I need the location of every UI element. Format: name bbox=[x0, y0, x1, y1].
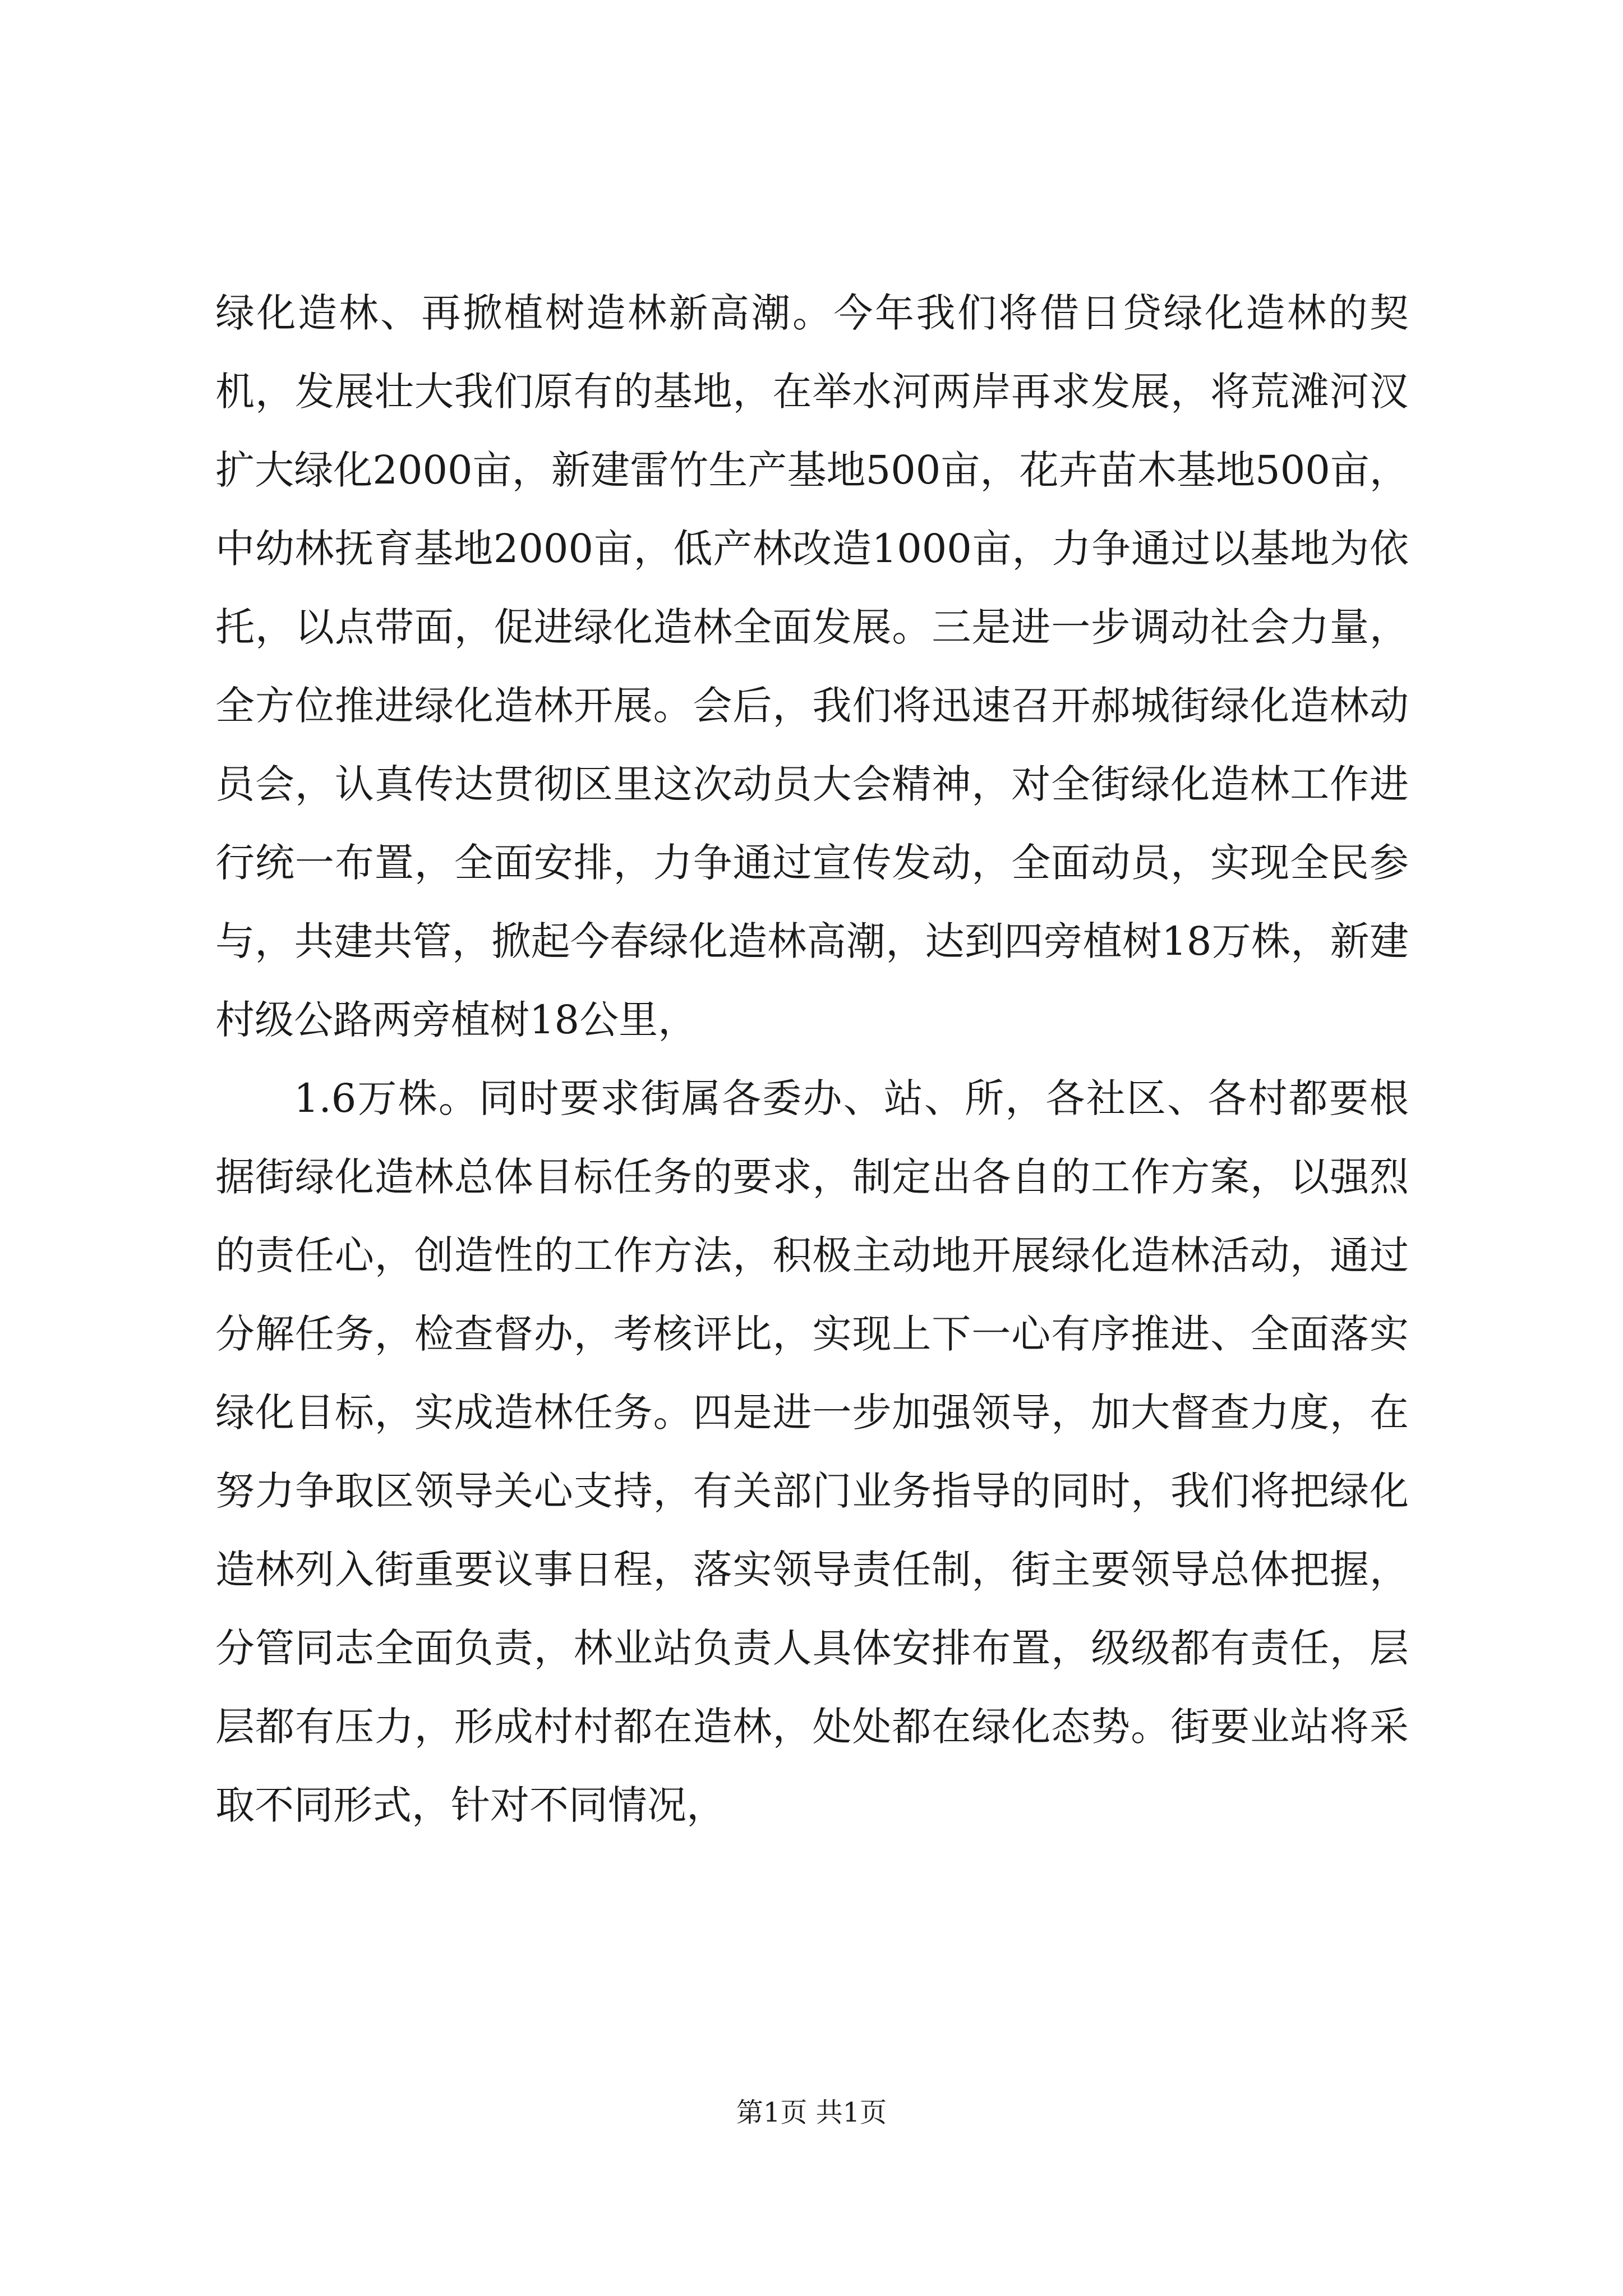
document-body bbox=[215, 274, 1409, 1844]
page-footer: 第1页 共1页 bbox=[736, 2097, 887, 2128]
paragraph-1: 绿化造林、再掀植树造林新高潮。今年我们将借日贷绿化造林的契机，发展壮大我们原有的基地，在举水河两岸再求发展，将荒滩河汊扩大绿化2000亩，新建雷竹生产基地500亩，花卉苗木基地500亩，中幼林抚育基地2000亩，低产林改造1000亩，力争通过以基地为依托，以点带面，促进绿化造林全面发展。三是进一步调动社会力量，全方位推进绿化造林开展。会后，我们将迅速召开郝城街绿化造林动员会，认真传达贯彻区里这次动员大会精神，对全街绿化造林工作进行统一布置，全面安排，力争通过宣传发动，全面动员，实现全民参与，共建共管，掀起今春绿化造林高潮，达到四旁植树18万株，新建村级公路两旁植树18公里， bbox=[215, 290, 1409, 1043]
paragraph-2: 1.6万株。同时要求街属各委办、站、所，各社区、各村都要根据街绿化造林总体目标任务的要求，制定出各自的工作方案，以强烈的责任心，创造性的工作方法，积极主动地开展绿化造林活动，通过分解任务，检查督办，考核评比，实现上下一心有序推进、全面落实绿化目标，实成造林任务。四是进一步加强领导，加大督查力度，在努力争取区领导关心支持，有关部门业务指导的同时，我们将把绿化造林列入街重要议事日程，落实领导责任制，街主要领导总体把握，分管同志全面负责，林业站负责人具体安排布置，级级都有责任，层层都有压力，形成村村都在造林，处处都在绿化态势。街要业站将采取不同形式，针对不同情况， bbox=[215, 1075, 1409, 1828]
